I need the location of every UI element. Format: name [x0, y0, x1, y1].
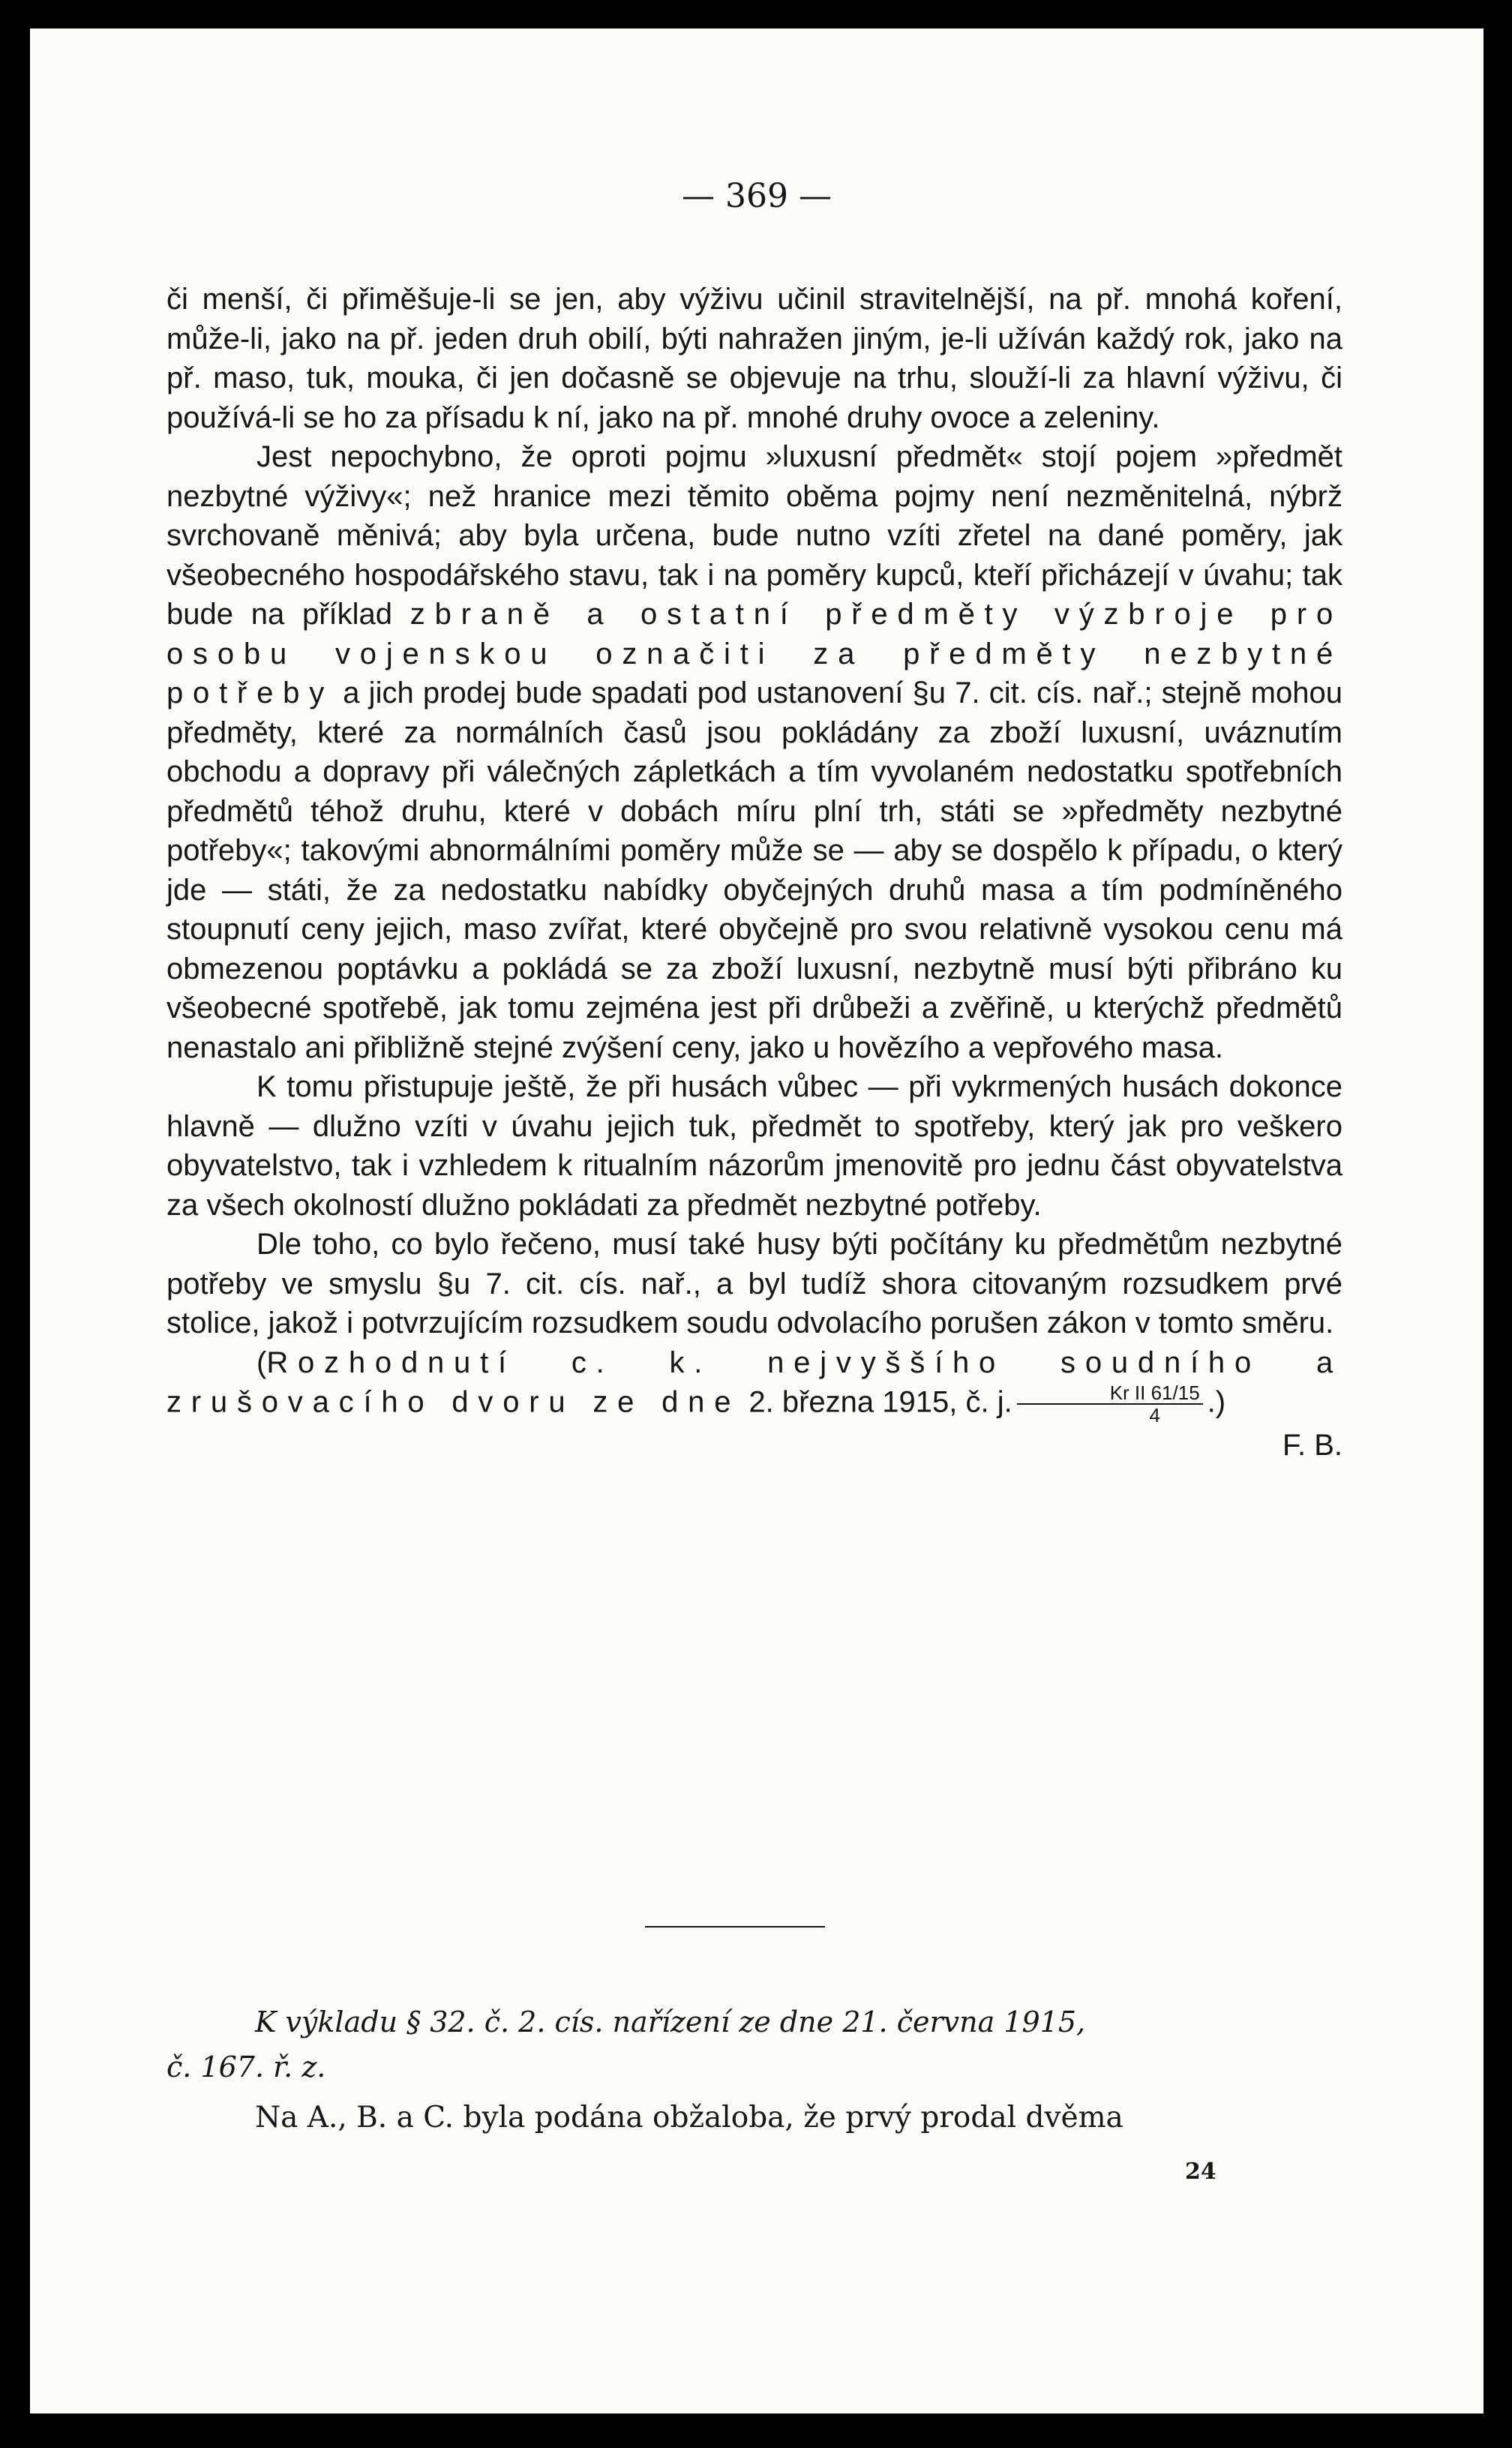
section-heading-line-2: č. 167. ř. z.	[166, 2050, 326, 2084]
section-heading-line-1: K výkladu § 32. č. 2. cís. nařízení ze dne 21. června 1915,	[255, 2006, 1086, 2038]
paragraph-2-spaced-text: zbraně a ostatní předměty výzbroje pro osobu vojenskou označiti za předměty nezbytné potřeby	[166, 598, 1342, 710]
book-page	[30, 28, 1484, 2414]
paragraph-2-part-a: Jest nepochybno, že oproti pojmu »luxusní předmět« stojí pojem »předmět nezbytné výživy«; než hranice mezi těmito oběma pojmy není nezměnitelná, nýbrž svrchovaně měnivá; aby byla určena, bude nutno vzíti zřetel na dané poměry, jak všeobecného hospodářského stavu, tak i na poměry kupců, kteří přicházejí v úvahu; tak bude na příklad	[166, 440, 1342, 631]
decision-court: Rozhodnutí c. k. nejvyššího soudního a zrušovacího dvoru ze dne	[166, 1346, 1342, 1419]
paragraph-4: Dle toho, co bylo řečeno, musí také husy býti počítány ku předmětům nezbytné potřeby ve smyslu §u 7. cit. cís. nař., a byl tudíž shora citovaným rozsudkem prvé stolice, jakož i potvrzujícím rozsudkem soudu odvolacího porušen zákon v tomto směru.	[166, 1228, 1342, 1340]
decision-citation: (Rozhodnutí c. k. nejvyššího soudního a zrušovacího dvoru ze dne 2. března 1915, č. j. $\frac{\text{Kr II 61/15}}{4}$ .)	[166, 1346, 1342, 1426]
decision-date: 2. března 1915, č. j.	[748, 1385, 1012, 1419]
section-divider	[645, 1926, 825, 1928]
case-number-fraction: $\frac{\text{Kr II 61/15}}{4}$	[1017, 1382, 1203, 1426]
signature-mark: 24	[1185, 2158, 1216, 2185]
paragraph-2	[166, 437, 1342, 1067]
paragraph-1: či menší, či přiměšuje-li se jen, aby výživu učinil stravitelnější, na př. mnohá koření, může-li, jako na př. jeden druh obilí, býti nahražen jiným, je-li užíván každý rok, jako na př. maso, tuk, mouka, či jen dočasně se objevuje na trhu, slouží-li za hlavní výživu, či používá-li se ho za přísadu k ní, jako na př. mnohé druhy ovoce a zeleniny.	[166, 283, 1342, 434]
main-text	[166, 280, 1342, 1466]
page-number: — 369 —	[682, 177, 832, 215]
section-heading	[166, 2000, 1342, 2090]
paragraph-2-part-c: a jich prodej bude spadati pod ustanovení §u 7. cit. cís. nař.; stejně mohou předměty, které za normálních časů jsou pokládány za zboží luxusní, uváznutím obchodu a dopravy při válečných zápletkách a tím vyvolaném nedostatku spotřebních předmětů téhož druhu, které v dobách míru plní trh, státi se »předměty nezbytné potřeby«; takovými abnormálními poměry může se — aby se dospělo k případu, o který jde — státi, že za nedostatku nabídky obyčejných druhů masa a tím podmíněného stoupnutí ceny jejich, maso zvířat, které obyčejně pro svou relativně vysokou cenu má obmezenou poptávku a pokládá se za zboží luxusní, nezbytně musí býti přibráno ku všeobecné spotřebě, jak tomu zejména jest při drůbeži a zvěřině, u kterýchž předmětů nenastalo ani přibližně stejné zvýšení ceny, jako u hovězího a vepřového masa.	[166, 676, 1342, 1064]
author-initials: F. B.	[1282, 1429, 1342, 1462]
paragraph-3: K tomu přistupuje ještě, že při husách vůbec — při vykrmených husách dokonce hlavně — dlužno vzíti v úvahu jejich tuk, předmět to spotřeby, který jak pro veškero obyvatelstvo, tak i vzhledem k ritualním názorům jmenovitě pro jednu část obyvatelstva za všech okolností dlužno pokládati za předmět nezbytné potřeby.	[166, 1070, 1342, 1222]
closing-paragraph-start: Na A., B. a C. byla podána obžaloba, že prvý prodal dvěma	[255, 2101, 1124, 2134]
